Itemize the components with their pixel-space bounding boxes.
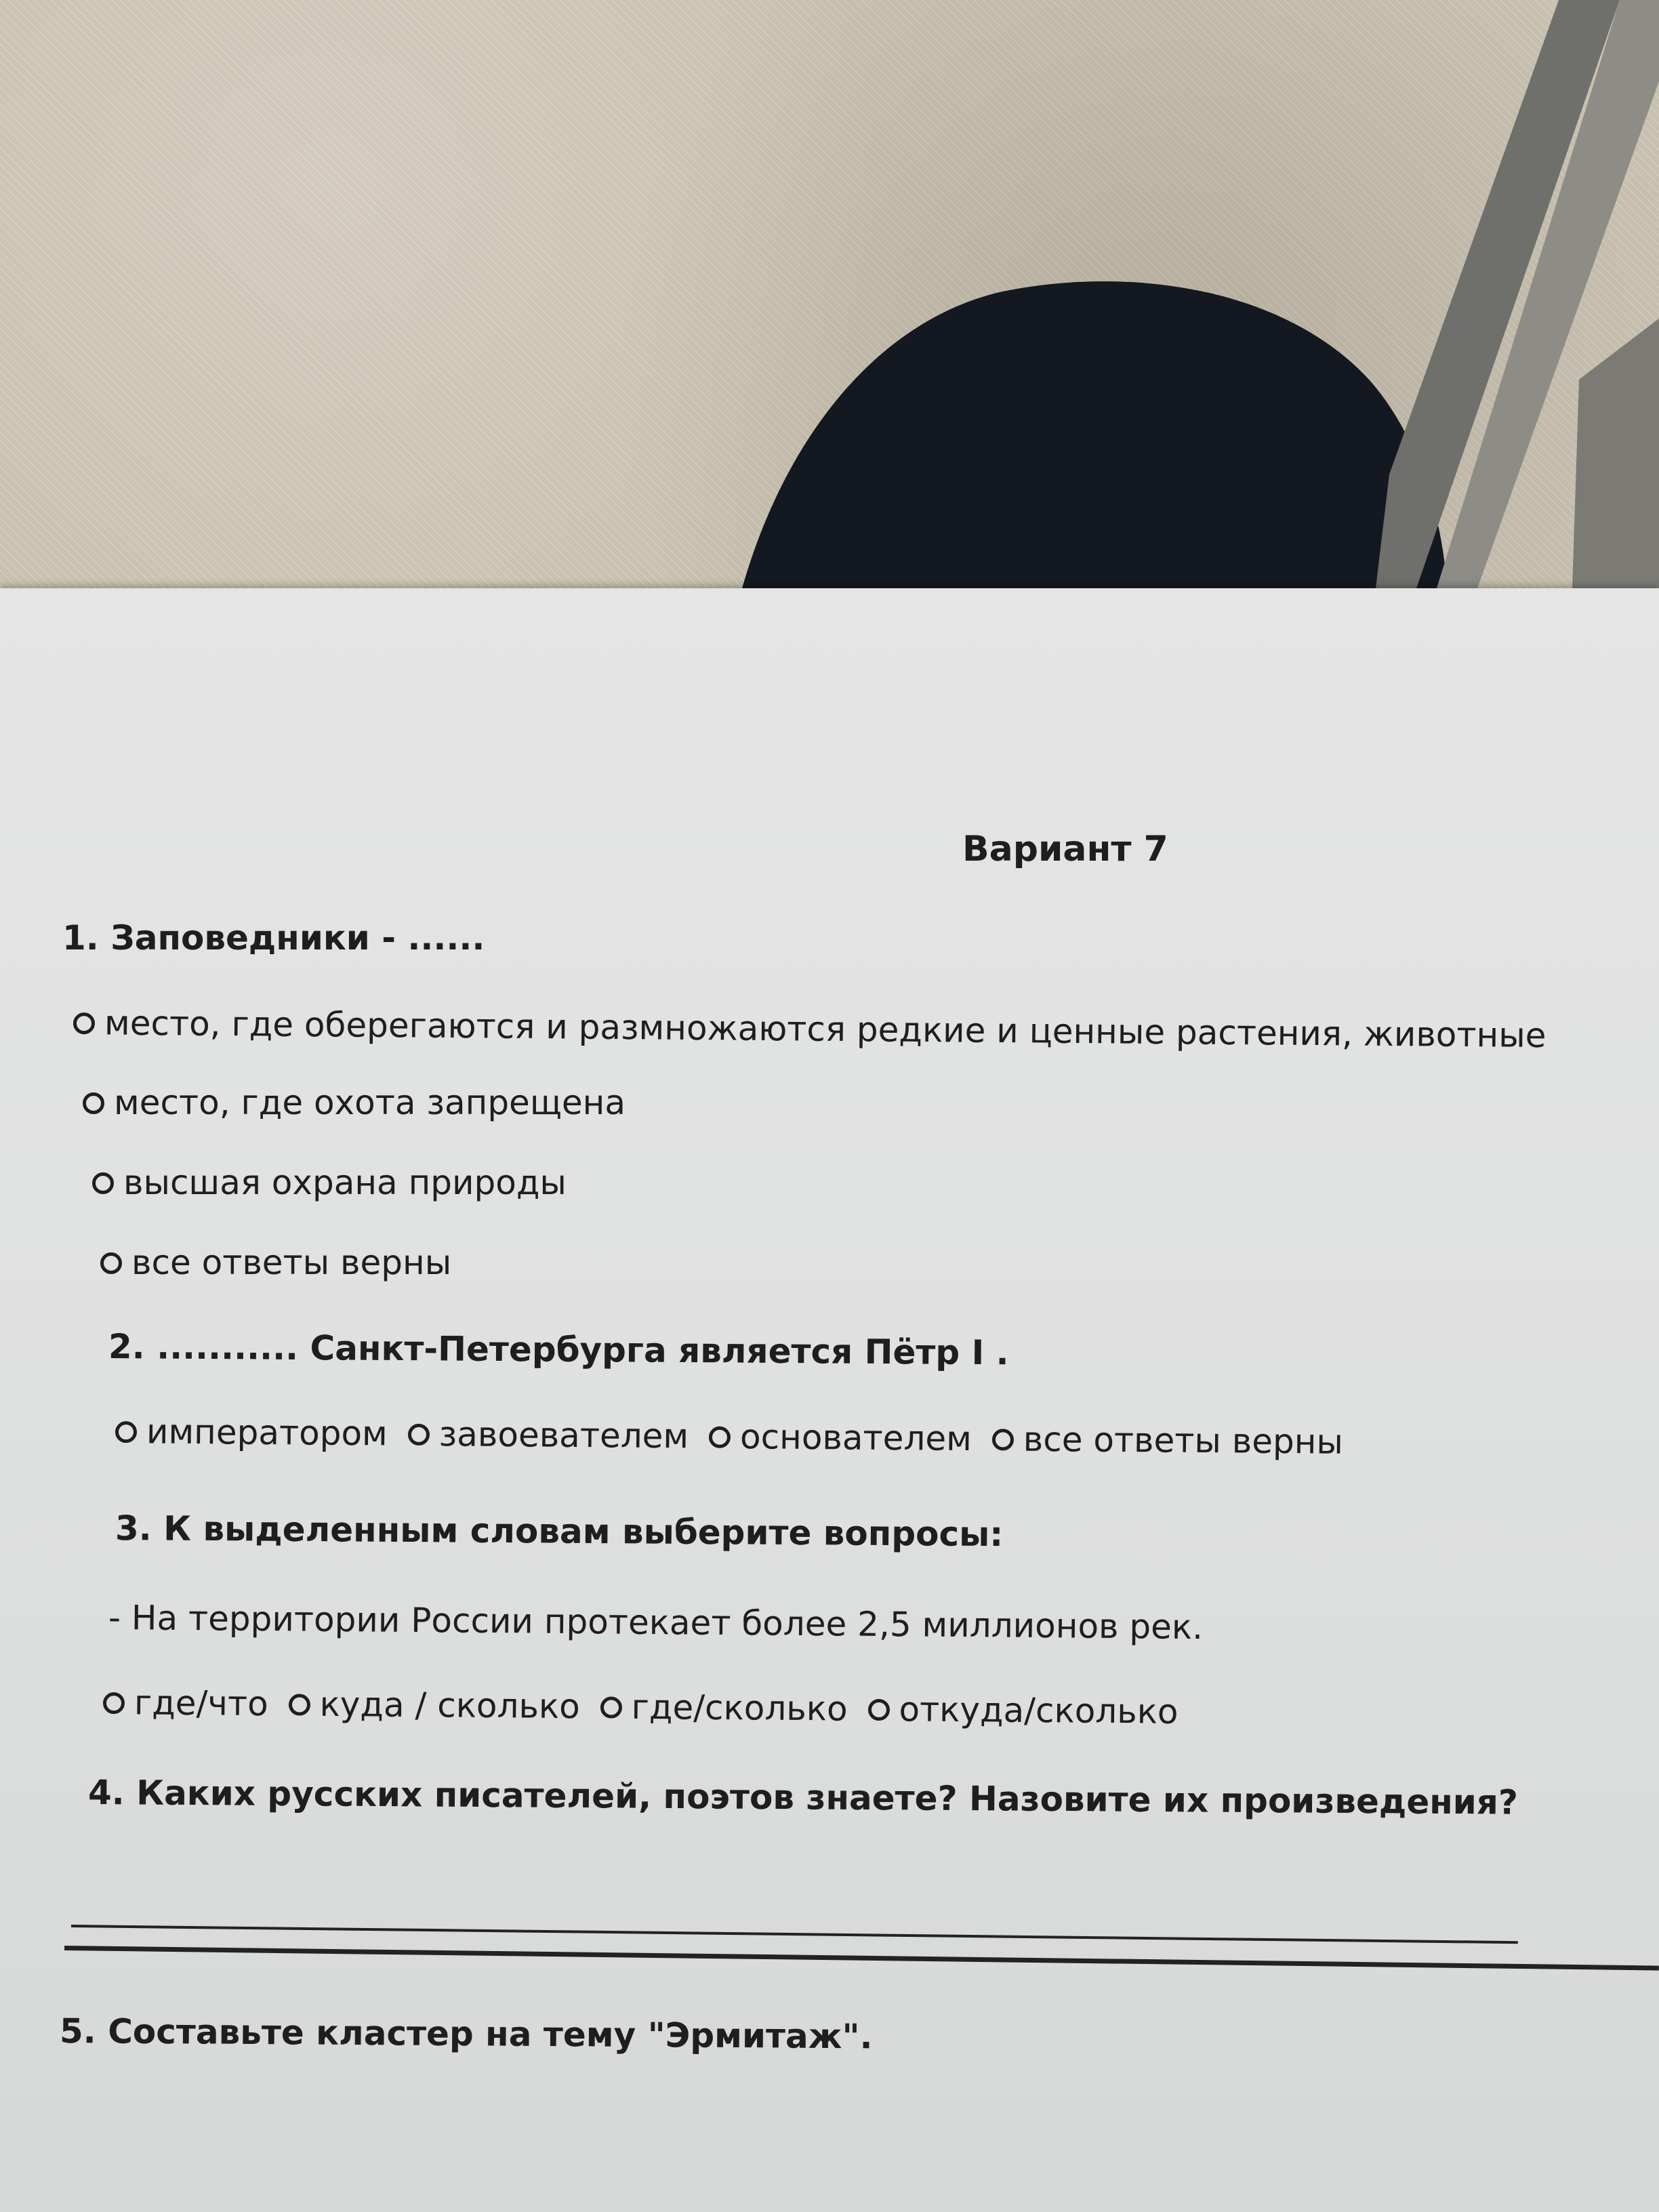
option-label: место, где охота запрещена: [114, 1083, 626, 1122]
worksheet-paper: [0, 588, 1659, 2212]
q3-option-4[interactable]: [867, 1689, 1179, 1732]
question-4: 4. Каких русских писателей, поэтов знаете? Назовите их произведения?: [87, 1773, 1519, 1822]
radio-icon[interactable]: [709, 1426, 731, 1448]
q2-option-1[interactable]: [115, 1412, 388, 1454]
q3-sentence: - На территории России протекает более 2,5 миллионов рек.: [108, 1598, 1204, 1647]
radio-icon[interactable]: [100, 1252, 122, 1274]
radio-icon[interactable]: [288, 1694, 310, 1715]
q2-options-row: [115, 1412, 1343, 1462]
radio-icon[interactable]: [992, 1429, 1014, 1450]
option-label: где/что: [134, 1683, 268, 1724]
q2-option-3[interactable]: [709, 1417, 972, 1458]
answer-line-1[interactable]: [71, 1925, 1518, 1944]
option-label: основателем: [739, 1417, 972, 1459]
option-label: все ответы верны: [1023, 1419, 1344, 1462]
radio-icon[interactable]: [83, 1092, 104, 1114]
option-label: высшая охрана природы: [123, 1163, 567, 1202]
radio-icon[interactable]: [600, 1696, 621, 1718]
q2-option-2[interactable]: [407, 1414, 689, 1456]
q1-option-3[interactable]: [92, 1163, 567, 1202]
variant-title: Вариант 7: [962, 829, 1168, 869]
answer-line-2[interactable]: [64, 1946, 1659, 1971]
option-label: завоевателем: [438, 1414, 689, 1456]
radio-icon[interactable]: [92, 1172, 114, 1194]
option-label: императором: [146, 1412, 388, 1454]
radio-icon[interactable]: [408, 1423, 430, 1445]
radio-icon[interactable]: [115, 1421, 137, 1443]
question-5: 5. Составьте кластер на тему "Эрмитаж".: [59, 2011, 873, 2057]
q1-option-2[interactable]: [83, 1083, 626, 1122]
q1-option-4[interactable]: [100, 1243, 451, 1282]
q2-option-4[interactable]: [992, 1419, 1344, 1462]
option-label: откуда/сколько: [899, 1689, 1179, 1732]
question-3: 3. К выделенным словам выберите вопросы:: [115, 1509, 1004, 1555]
q3-option-2[interactable]: [288, 1684, 580, 1726]
radio-icon[interactable]: [103, 1692, 125, 1714]
q3-options-row: [103, 1683, 1179, 1732]
radio-icon[interactable]: [73, 1012, 95, 1034]
option-label: все ответы верны: [131, 1243, 452, 1282]
chair-silhouette: [0, 0, 1659, 610]
option-label: куда / сколько: [319, 1684, 580, 1727]
option-label: где/сколько: [631, 1687, 848, 1729]
q3-option-3[interactable]: [600, 1687, 847, 1728]
q1-option-1[interactable]: [73, 1003, 1547, 1055]
q3-option-1[interactable]: [103, 1683, 268, 1723]
question-2: 2. ........... Санкт-Петербурга является Пётр I .: [108, 1327, 1009, 1373]
radio-icon[interactable]: [867, 1698, 889, 1720]
option-label: место, где оберегаются и размножаются редкие и ценные растения, животные: [104, 1003, 1547, 1055]
question-1: 1. Заповедники - ......: [62, 918, 485, 958]
